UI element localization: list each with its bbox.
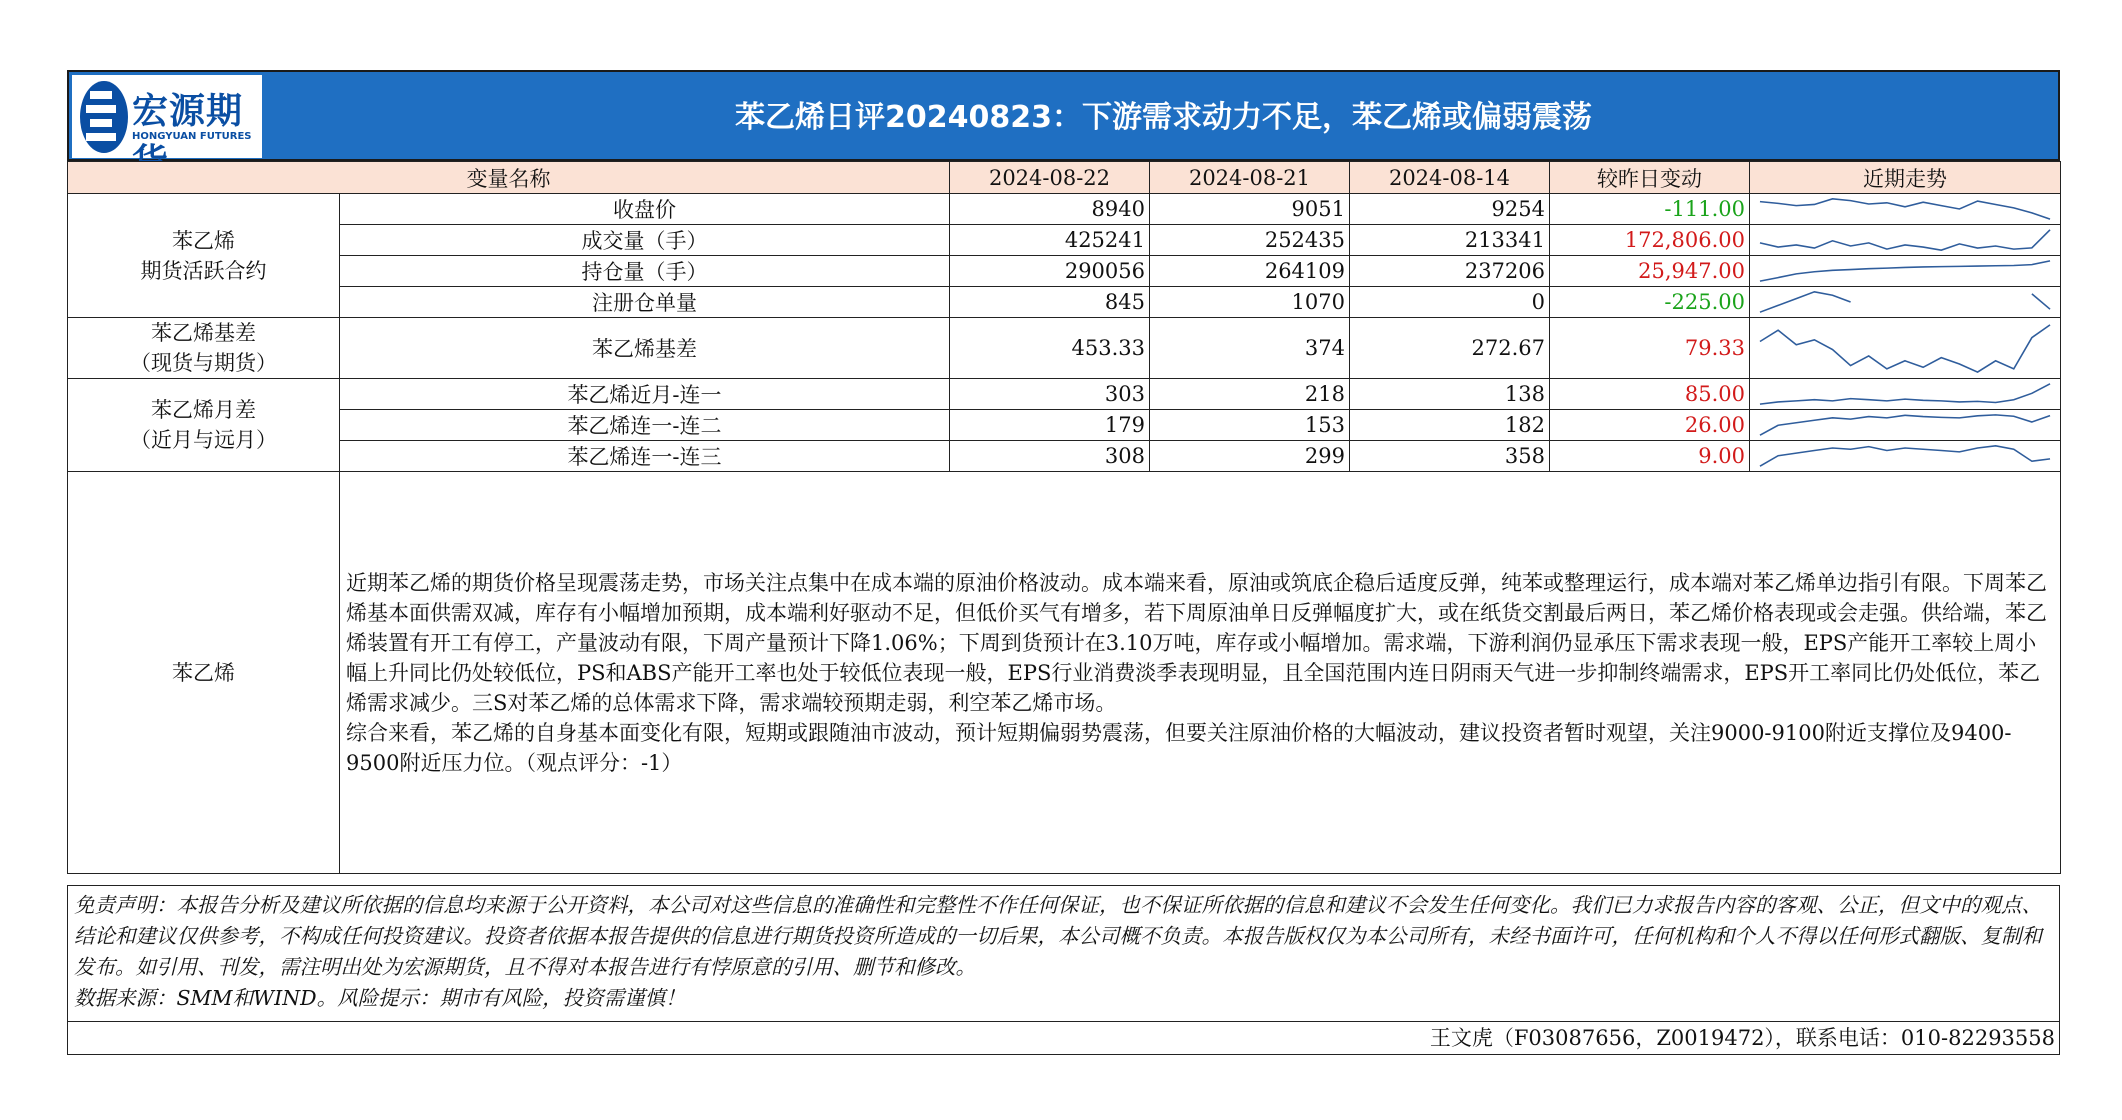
column-header-row bbox=[68, 162, 2061, 194]
row-name: 苯乙烯连一-连二 bbox=[340, 410, 950, 441]
sparkline-series bbox=[1760, 415, 2050, 435]
sparkline-series bbox=[1760, 384, 2050, 404]
value-date-2: 299 bbox=[1150, 441, 1350, 472]
table-row bbox=[68, 287, 2061, 318]
value-date-3: 213341 bbox=[1350, 225, 1550, 256]
sparkline-chart bbox=[1750, 320, 2060, 377]
value-date-3: 0 bbox=[1350, 287, 1550, 318]
trend-sparkline bbox=[1750, 318, 2061, 379]
trend-sparkline bbox=[1750, 410, 2061, 441]
value-date-2: 1070 bbox=[1150, 287, 1350, 318]
sparkline-series bbox=[1760, 292, 1851, 312]
table-row bbox=[68, 318, 2061, 379]
trend-sparkline bbox=[1750, 256, 2061, 287]
table-row bbox=[68, 225, 2061, 256]
sparkline-chart bbox=[1750, 441, 2060, 471]
trend-sparkline bbox=[1750, 225, 2061, 256]
change-value: 25,947.00 bbox=[1550, 256, 1750, 287]
logo-subtitle: HONGYUAN FUTURES bbox=[132, 131, 252, 142]
report-sheet bbox=[67, 70, 2060, 1055]
value-date-3: 272.67 bbox=[1350, 318, 1550, 379]
sparkline-chart bbox=[1750, 225, 2060, 255]
commentary-paragraph: 近期苯乙烯的期货价格呈现震荡走势，市场关注点集中在成本端的原油价格波动。成本端来看，原油或筑底企稳后适度反弹，纯苯或整理运行，成本端对苯乙烯单边指引有限。下周苯乙烯基本面供需双减，库存有小幅增加预期，成本端利好驱动不足，但低价买气有增多，若下周原油单日反弹幅度扩大，或在纸货交割最后两日，苯乙烯价格表现或会走强。供给端，苯乙烯装置有开工有停工，产量波动有限，下周产量预计下降1.06%；下周到货预计在3.10万吨，库存或小幅增加。需求端，下游利润仍显承压下需求表现一般，EPS产能开工率较上周小幅上升同比仍处较低位，PS和ABS产能开工率也处于较低位表现一般，EPS行业消费淡季表现明显，且全国范围内连日阴雨天气进一步抑制终端需求，EPS开工率同比仍处低位，苯乙烯需求减少。三S对苯乙烯的总体需求下降，需求端较预期走弱，利空苯乙烯市场。 bbox=[346, 570, 2047, 715]
sparkline-chart bbox=[1750, 256, 2060, 286]
disclaimer-text: 免责声明：本报告分析及建议所依据的信息均来源于公开资料，本公司对这些信息的准确性和完整性不作任何保证，也不保证所依据的信息和建议不会发生任何变化。我们已力求报告内容的客观、公正，但文中的观点、结论和建议仅供参考，不构成任何投资建议。投资者依据本报告提供的信息进行期货投资所造成的一切后果，本公司概不负责。本报告版权仅为本公司所有，未经书面许可，任何机构和个人不得以任何形式翻版、复制和发布。如引用、刊发，需注明出处为宏源期货，且不得对本报告进行有悖原意的引用、删节和修改。 bbox=[74, 893, 2042, 979]
report-header bbox=[67, 70, 2060, 161]
row-name: 注册仓单量 bbox=[340, 287, 950, 318]
sparkline-chart bbox=[1750, 287, 2060, 317]
trend-sparkline bbox=[1750, 379, 2061, 410]
sparkline-series bbox=[1760, 230, 2050, 250]
value-date-1: 453.33 bbox=[950, 318, 1150, 379]
value-date-1: 308 bbox=[950, 441, 1150, 472]
sparkline-series bbox=[1760, 446, 2050, 466]
value-date-3: 138 bbox=[1350, 379, 1550, 410]
row-name: 持仓量（手） bbox=[340, 256, 950, 287]
col-header-trend: 近期走势 bbox=[1750, 162, 2061, 194]
sparkline-chart bbox=[1750, 194, 2060, 224]
trend-sparkline bbox=[1750, 287, 2061, 318]
value-date-2: 374 bbox=[1150, 318, 1350, 379]
sparkline-series bbox=[1760, 199, 2050, 219]
change-value: 26.00 bbox=[1550, 410, 1750, 441]
data-source-text: 数据来源：SMM和WIND。风险提示：期市有风险，投资需谨慎！ bbox=[74, 986, 686, 1010]
value-date-2: 9051 bbox=[1150, 194, 1350, 225]
col-header-date-3: 2024-08-14 bbox=[1350, 162, 1550, 194]
disclaimer bbox=[67, 885, 2060, 1022]
change-value: 79.33 bbox=[1550, 318, 1750, 379]
value-date-2: 252435 bbox=[1150, 225, 1350, 256]
value-date-1: 8940 bbox=[950, 194, 1150, 225]
value-date-2: 153 bbox=[1150, 410, 1350, 441]
trend-sparkline bbox=[1750, 194, 2061, 225]
change-value: 172,806.00 bbox=[1550, 225, 1750, 256]
sparkline-series bbox=[1760, 261, 2050, 281]
value-date-3: 182 bbox=[1350, 410, 1550, 441]
data-table bbox=[67, 161, 2061, 874]
value-date-2: 264109 bbox=[1150, 256, 1350, 287]
table-row bbox=[68, 441, 2061, 472]
row-name: 苯乙烯近月-连一 bbox=[340, 379, 950, 410]
table-row bbox=[68, 379, 2061, 410]
col-header-date-2: 2024-08-21 bbox=[1150, 162, 1350, 194]
value-date-1: 845 bbox=[950, 287, 1150, 318]
commentary-row bbox=[68, 472, 2061, 874]
value-date-1: 303 bbox=[950, 379, 1150, 410]
value-date-2: 218 bbox=[1150, 379, 1350, 410]
analyst-contact: 王文虎（F03087656，Z0019472），联系电话：010-82293558 bbox=[67, 1022, 2060, 1055]
company-logo bbox=[72, 75, 262, 158]
col-header-variable: 变量名称 bbox=[68, 162, 950, 194]
hongyuan-logo-icon bbox=[76, 77, 132, 157]
col-header-change: 较昨日变动 bbox=[1550, 162, 1750, 194]
sparkline-chart bbox=[1750, 410, 2060, 440]
group-label: 苯乙烯月差 （近月与远月） bbox=[68, 379, 340, 472]
table-row bbox=[68, 410, 2061, 441]
value-date-3: 358 bbox=[1350, 441, 1550, 472]
change-value: 85.00 bbox=[1550, 379, 1750, 410]
commentary-text bbox=[340, 472, 2061, 874]
change-value: -111.00 bbox=[1550, 194, 1750, 225]
sparkline-series bbox=[2032, 294, 2050, 309]
row-name: 苯乙烯基差 bbox=[340, 318, 950, 379]
report-title: 苯乙烯日评20240823：下游需求动力不足，苯乙烯或偏弱震荡 bbox=[735, 100, 1592, 135]
group-label: 苯乙烯 期货活跃合约 bbox=[68, 194, 340, 318]
value-date-1: 290056 bbox=[950, 256, 1150, 287]
group-label: 苯乙烯基差 （现货与期货） bbox=[68, 318, 340, 379]
value-date-3: 237206 bbox=[1350, 256, 1550, 287]
table-row bbox=[68, 256, 2061, 287]
sparkline-series bbox=[1760, 324, 2050, 371]
value-date-1: 425241 bbox=[950, 225, 1150, 256]
change-value: 9.00 bbox=[1550, 441, 1750, 472]
commentary-paragraph: 综合来看，苯乙烯的自身基本面变化有限，短期或跟随油市波动，预计短期偏弱势震荡，但要关注原油价格的大幅波动，建议投资者暂时观望，关注9000-9100附近支撑位及9400-9500附近压力位。（观点评分：-1） bbox=[346, 720, 2012, 775]
value-date-3: 9254 bbox=[1350, 194, 1550, 225]
sparkline-chart bbox=[1750, 379, 2060, 409]
commentary-label: 苯乙烯 bbox=[68, 472, 340, 874]
value-date-1: 179 bbox=[950, 410, 1150, 441]
row-name: 收盘价 bbox=[340, 194, 950, 225]
row-name: 苯乙烯连一-连三 bbox=[340, 441, 950, 472]
change-value: -225.00 bbox=[1550, 287, 1750, 318]
trend-sparkline bbox=[1750, 441, 2061, 472]
col-header-date-1: 2024-08-22 bbox=[950, 162, 1150, 194]
row-name: 成交量（手） bbox=[340, 225, 950, 256]
table-row bbox=[68, 194, 2061, 225]
logo-text: 宏源期 bbox=[132, 91, 244, 132]
